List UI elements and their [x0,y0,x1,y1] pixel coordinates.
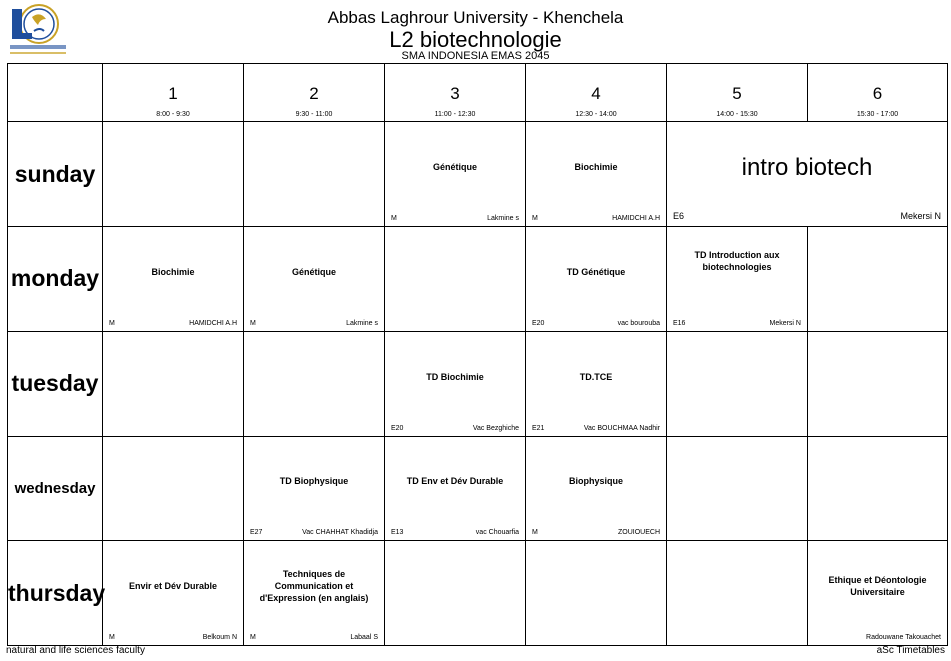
empty-slot [385,227,526,332]
period-header [667,64,808,122]
lesson-teacher: Radouwane Takouachet [866,634,941,641]
period-time: 14:00 - 15:30 [716,111,758,118]
lesson-room: M [250,319,256,327]
lesson-teacher: Labaal S [350,634,378,641]
university-name: Abbas Laghrour University - Khenchela [327,8,624,27]
lesson-teacher: Vac BOUCHMAA Nadhir [583,424,660,432]
period-time: 8:00 - 9:30 [156,111,190,118]
lesson-teacher: vac Chouarfia [475,529,519,537]
timetable-grid [7,63,948,646]
period-number: 2 [309,84,319,103]
period-header [244,64,385,122]
corner-cell [8,64,103,122]
timetable-subtitle: SMA INDONESIA EMAS 2045 [401,50,550,62]
lesson-room: E21 [532,424,545,432]
lesson-subject: TD Introduction aux biotechnologies [694,249,780,272]
lesson-room: E6 [673,211,685,222]
lesson-subject: TD.TCE [579,371,613,382]
lesson-cell[interactable] [526,436,667,541]
lesson-teacher: Belkoum N [202,634,237,641]
period-header [808,64,948,122]
period-time: 12:30 - 14:00 [575,111,617,118]
lesson-teacher: vac bourouba [617,319,660,327]
lesson-subject: Génétique [432,162,477,173]
day-label: tuesday [8,331,103,436]
lesson-subject: intro biotech [741,154,873,182]
lesson-cell[interactable] [244,541,385,646]
lesson-cell[interactable] [808,541,948,646]
period-number: 5 [732,84,742,103]
software-footer: aSc Timetables [876,645,945,656]
lesson-cell[interactable] [385,331,526,436]
day-row-tuesday [8,331,948,436]
empty-slot [103,436,244,541]
lesson-subject: TD Biophysique [279,476,349,487]
period-number: 4 [591,84,601,103]
lesson-cell[interactable] [667,227,808,332]
lesson-subject: Biochimie [151,266,195,277]
lesson-room: M [250,634,256,641]
day-row-wednesday [8,436,948,541]
lesson-room: M [532,529,538,537]
lesson-teacher: Vac Bezghiche [472,424,519,432]
empty-slot [667,541,808,646]
class-name: L2 biotechnologie [389,27,562,52]
empty-slot [667,436,808,541]
lesson-room: M [532,215,538,223]
lesson-subject: Biophysique [568,476,623,487]
lesson-teacher: Mekersi N [769,319,801,327]
day-row-monday [8,227,948,332]
period-number: 6 [872,84,883,103]
lesson-room: E20 [391,424,404,432]
lesson-room: M [391,215,397,223]
lesson-subject: TD Biochimie [426,371,484,382]
period-number: 3 [450,84,460,103]
lesson-teacher: Mekersi N [900,211,941,222]
lesson-room: E16 [673,319,686,327]
lesson-room: M [109,319,115,327]
day-label: thursday [8,541,103,646]
lesson-subject: Techniques de Communication et d'Expression (en anglais) [259,569,369,604]
day-label: sunday [8,122,103,227]
empty-slot [244,122,385,227]
lesson-teacher: Lakmine s [346,319,378,327]
empty-slot [808,331,948,436]
period-header [385,64,526,122]
lesson-cell[interactable] [667,122,948,227]
lesson-subject: TD Génétique [566,266,626,277]
lesson-subject: Ethique et Déontologie Universitaire [828,575,927,598]
faculty-footer: natural and life sciences faculty [6,645,145,656]
lesson-teacher: Vac CHAHHAT Khadidja [302,529,378,537]
lesson-subject: Envir et Dév Durable [128,581,218,592]
lesson-room: M [109,634,115,641]
lesson-subject: Génétique [291,266,336,277]
empty-slot [103,122,244,227]
lesson-room: E27 [250,529,263,537]
lesson-subject: TD Env et Dév Durable [406,476,504,487]
lesson-teacher: HAMIDCHI A.H [612,215,660,223]
period-time: 11:00 - 12:30 [434,111,476,118]
lesson-teacher: ZOUIOUECH [618,529,660,537]
lesson-room: E13 [391,529,404,537]
lesson-cell[interactable] [244,436,385,541]
period-header [526,64,667,122]
period-time: 15:30 - 17:00 [856,111,899,118]
lesson-cell[interactable] [103,541,244,646]
lesson-subject: Biochimie [574,162,618,173]
empty-slot [526,541,667,646]
lesson-cell[interactable] [526,331,667,436]
period-number: 1 [168,84,178,103]
lesson-cell[interactable] [244,227,385,332]
lesson-cell[interactable] [385,122,526,227]
lesson-teacher: HAMIDCHI A.H [189,319,237,327]
day-label: wednesday [8,436,103,541]
empty-slot [103,331,244,436]
lesson-cell[interactable] [103,227,244,332]
empty-slot [244,331,385,436]
empty-slot [667,331,808,436]
empty-slot [385,541,526,646]
day-row-thursday [8,541,948,646]
period-time: 9:30 - 11:00 [295,111,333,118]
lesson-teacher: Lakmine s [487,215,519,223]
period-header [103,64,244,122]
period-header-row [8,64,948,122]
lesson-room: E20 [532,319,545,327]
lesson-cell[interactable] [526,122,667,227]
lesson-cell[interactable] [385,436,526,541]
lesson-cell[interactable] [526,227,667,332]
empty-slot [808,436,948,541]
empty-slot [808,227,948,332]
day-label: monday [8,227,103,332]
day-row-sunday [8,122,948,227]
